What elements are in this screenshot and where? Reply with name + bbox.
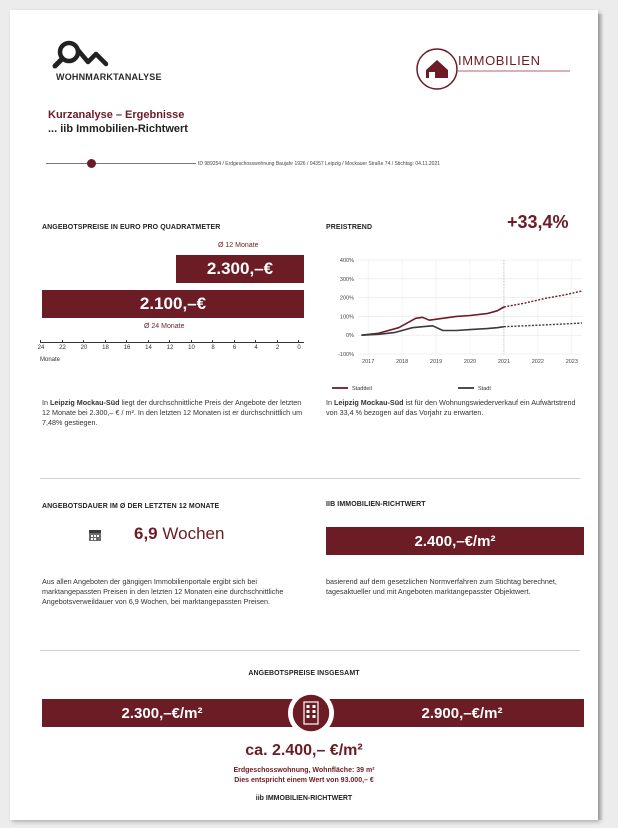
meta-dot [87,159,96,168]
legend-label: Stadt [478,386,491,392]
offer-prices-text: In Leipzig Mockau-Süd liegt der durchschnittliche Preis der Angebote der letzten 12 Monate bei 2.300,– € / m². In den letzten 12 Monaten ist er durchschnittlich um 7,48% gestiegen. [42,398,303,427]
trend-value: +33,4% [507,212,569,232]
series-forecast-stadtteil [504,291,582,307]
brand-title: WOHNMARKTANALYSE [56,72,162,82]
legend-label: Stadtteil [352,386,372,392]
y-tick-label: -100% [338,352,354,358]
y-tick-label: 300% [339,276,354,283]
month-tick-mark [126,340,127,343]
divider-1 [40,478,580,479]
trend-text: In Leipzig Mockau-Süd ist für den Wohnungswiederverkauf ein Aufwärtstrend von 33,4 % bezogen auf das Vorjahr zu erwarten. [326,398,576,417]
month-tick-label: 10 [188,345,195,351]
month-tick-mark [277,340,278,343]
x-tick-label: 2017 [362,359,375,365]
x-tick-label: 2022 [531,359,545,365]
month-tick-mark [40,340,41,343]
y-tick-label: 100% [339,314,354,321]
meta-line: ID 989254 / Erdgeschosswohnung Baujahr 1926 / 04357 Leipzig / Mockauer Straße 74 / Stichtag: 04.11.2021 [198,161,441,167]
richtwert-value: 2.400,–€/m² [326,527,584,555]
month-tick-mark [148,340,149,343]
total-center-value: ca. 2.400,– €/m² [245,742,363,759]
price-24-months: 2.100,–€ [42,290,304,318]
partner-name: IMMOBILIEN [458,53,541,68]
page-shadow [598,14,604,820]
month-tick-mark [62,340,63,343]
building-icon [291,693,331,733]
trend-title: PREISTREND [326,224,373,231]
month-tick-label: 12 [166,345,174,351]
chart-grid [358,260,582,354]
month-tick-label: 20 [80,345,88,351]
series-line-stadtteil [361,307,504,335]
document-page [10,10,598,820]
x-tick-label: 2020 [463,359,477,365]
total-detail-line-1: Erdgeschosswohnung, Wohnfläche: 39 m² [233,767,375,774]
month-tick-label: 4 [254,345,258,351]
month-tick-label: 6 [232,345,237,351]
total-title: ANGEBOTSPREISE INSGESAMT [248,670,360,677]
calendar-icon [88,528,102,542]
x-tick-label: 2018 [395,359,409,365]
x-tick-label: 2019 [429,359,443,365]
y-tick-label: 200% [339,295,354,302]
month-tick-label: 24 [37,345,45,351]
month-tick-label: 18 [102,345,109,351]
duration-text: Aus allen Angeboten der gängigen Immobilienportale ergibt sich bei marktangepassten Preisen in den letzten 12 Monaten eine durchschnittliche Angebotsverweildauer von 6,9 Wochen, bei marktangepassten Preisen. [42,577,284,606]
total-footer: iib IMMOBILIEN-RICHTWERT [255,795,353,802]
richtwert-title: IIB IMMOBILIEN-RICHTWERT [326,501,426,508]
month-tick-mark [212,340,213,343]
month-tick-label: 16 [123,345,131,351]
month-tick-mark [191,340,192,343]
month-tick-label: 22 [59,345,66,351]
house-logo-icon [414,46,460,92]
month-tick-mark [105,340,106,343]
month-tick-label: 8 [211,345,215,351]
month-tick-label: 2 [275,345,280,351]
month-tick-label: 14 [145,345,152,351]
month-tick-mark [234,340,235,343]
label-24-months: Ø 24 Monate [144,323,185,330]
month-axis-ticks [37,343,304,355]
chart-legend [332,386,491,392]
month-tick-mark [169,340,170,343]
subheadline: ... iib Immobilien-Richtwert [48,123,188,135]
month-tick-mark [83,340,84,343]
series-forecast-stadt [504,323,582,327]
chart-y-ticks [338,258,354,358]
price-trend-chart [324,254,586,394]
month-tick-label: 0 [297,345,301,351]
offer-prices-title: ANGEBOTSPREISE IN EURO PRO QUADRATMETER [42,224,221,231]
series-line-stadt [361,326,504,335]
total-detail-line-2: Dies entspricht einem Wert von 93.000,– € [234,777,374,784]
price-12-months: 2.300,–€ [176,255,304,283]
headline: Kurzanalyse – Ergebnisse [48,109,185,121]
duration-title: ANGEBOTSDAUER IM Ø DER LETZTEN 12 MONATE [42,503,220,510]
month-tick-mark [255,340,256,343]
richtwert-text: basierend auf dem gesetzlichen Normverfahren zum Stichtag berechnet, tagesaktueller und mit Angeboten marktangepasster Objektwert. [326,577,557,596]
y-tick-label: 0% [346,333,354,340]
meta-rule [46,163,196,164]
partner-underline [458,70,570,72]
chart-x-ticks [362,359,578,365]
month-axis-label: Monate [40,357,61,363]
y-tick-label: 400% [339,258,354,264]
total-left-value: 2.300,–€/m² [121,704,203,722]
label-12-months: Ø 12 Monate [218,242,259,249]
month-tick-mark [298,340,299,343]
total-right-value: 2.900,–€/m² [421,704,503,722]
divider-2 [40,650,580,651]
duration-value: 6,9 Wochen [134,524,225,543]
magnifier-logo-icon [52,36,116,74]
x-tick-label: 2023 [565,359,578,365]
x-tick-label: 2021 [497,359,511,365]
